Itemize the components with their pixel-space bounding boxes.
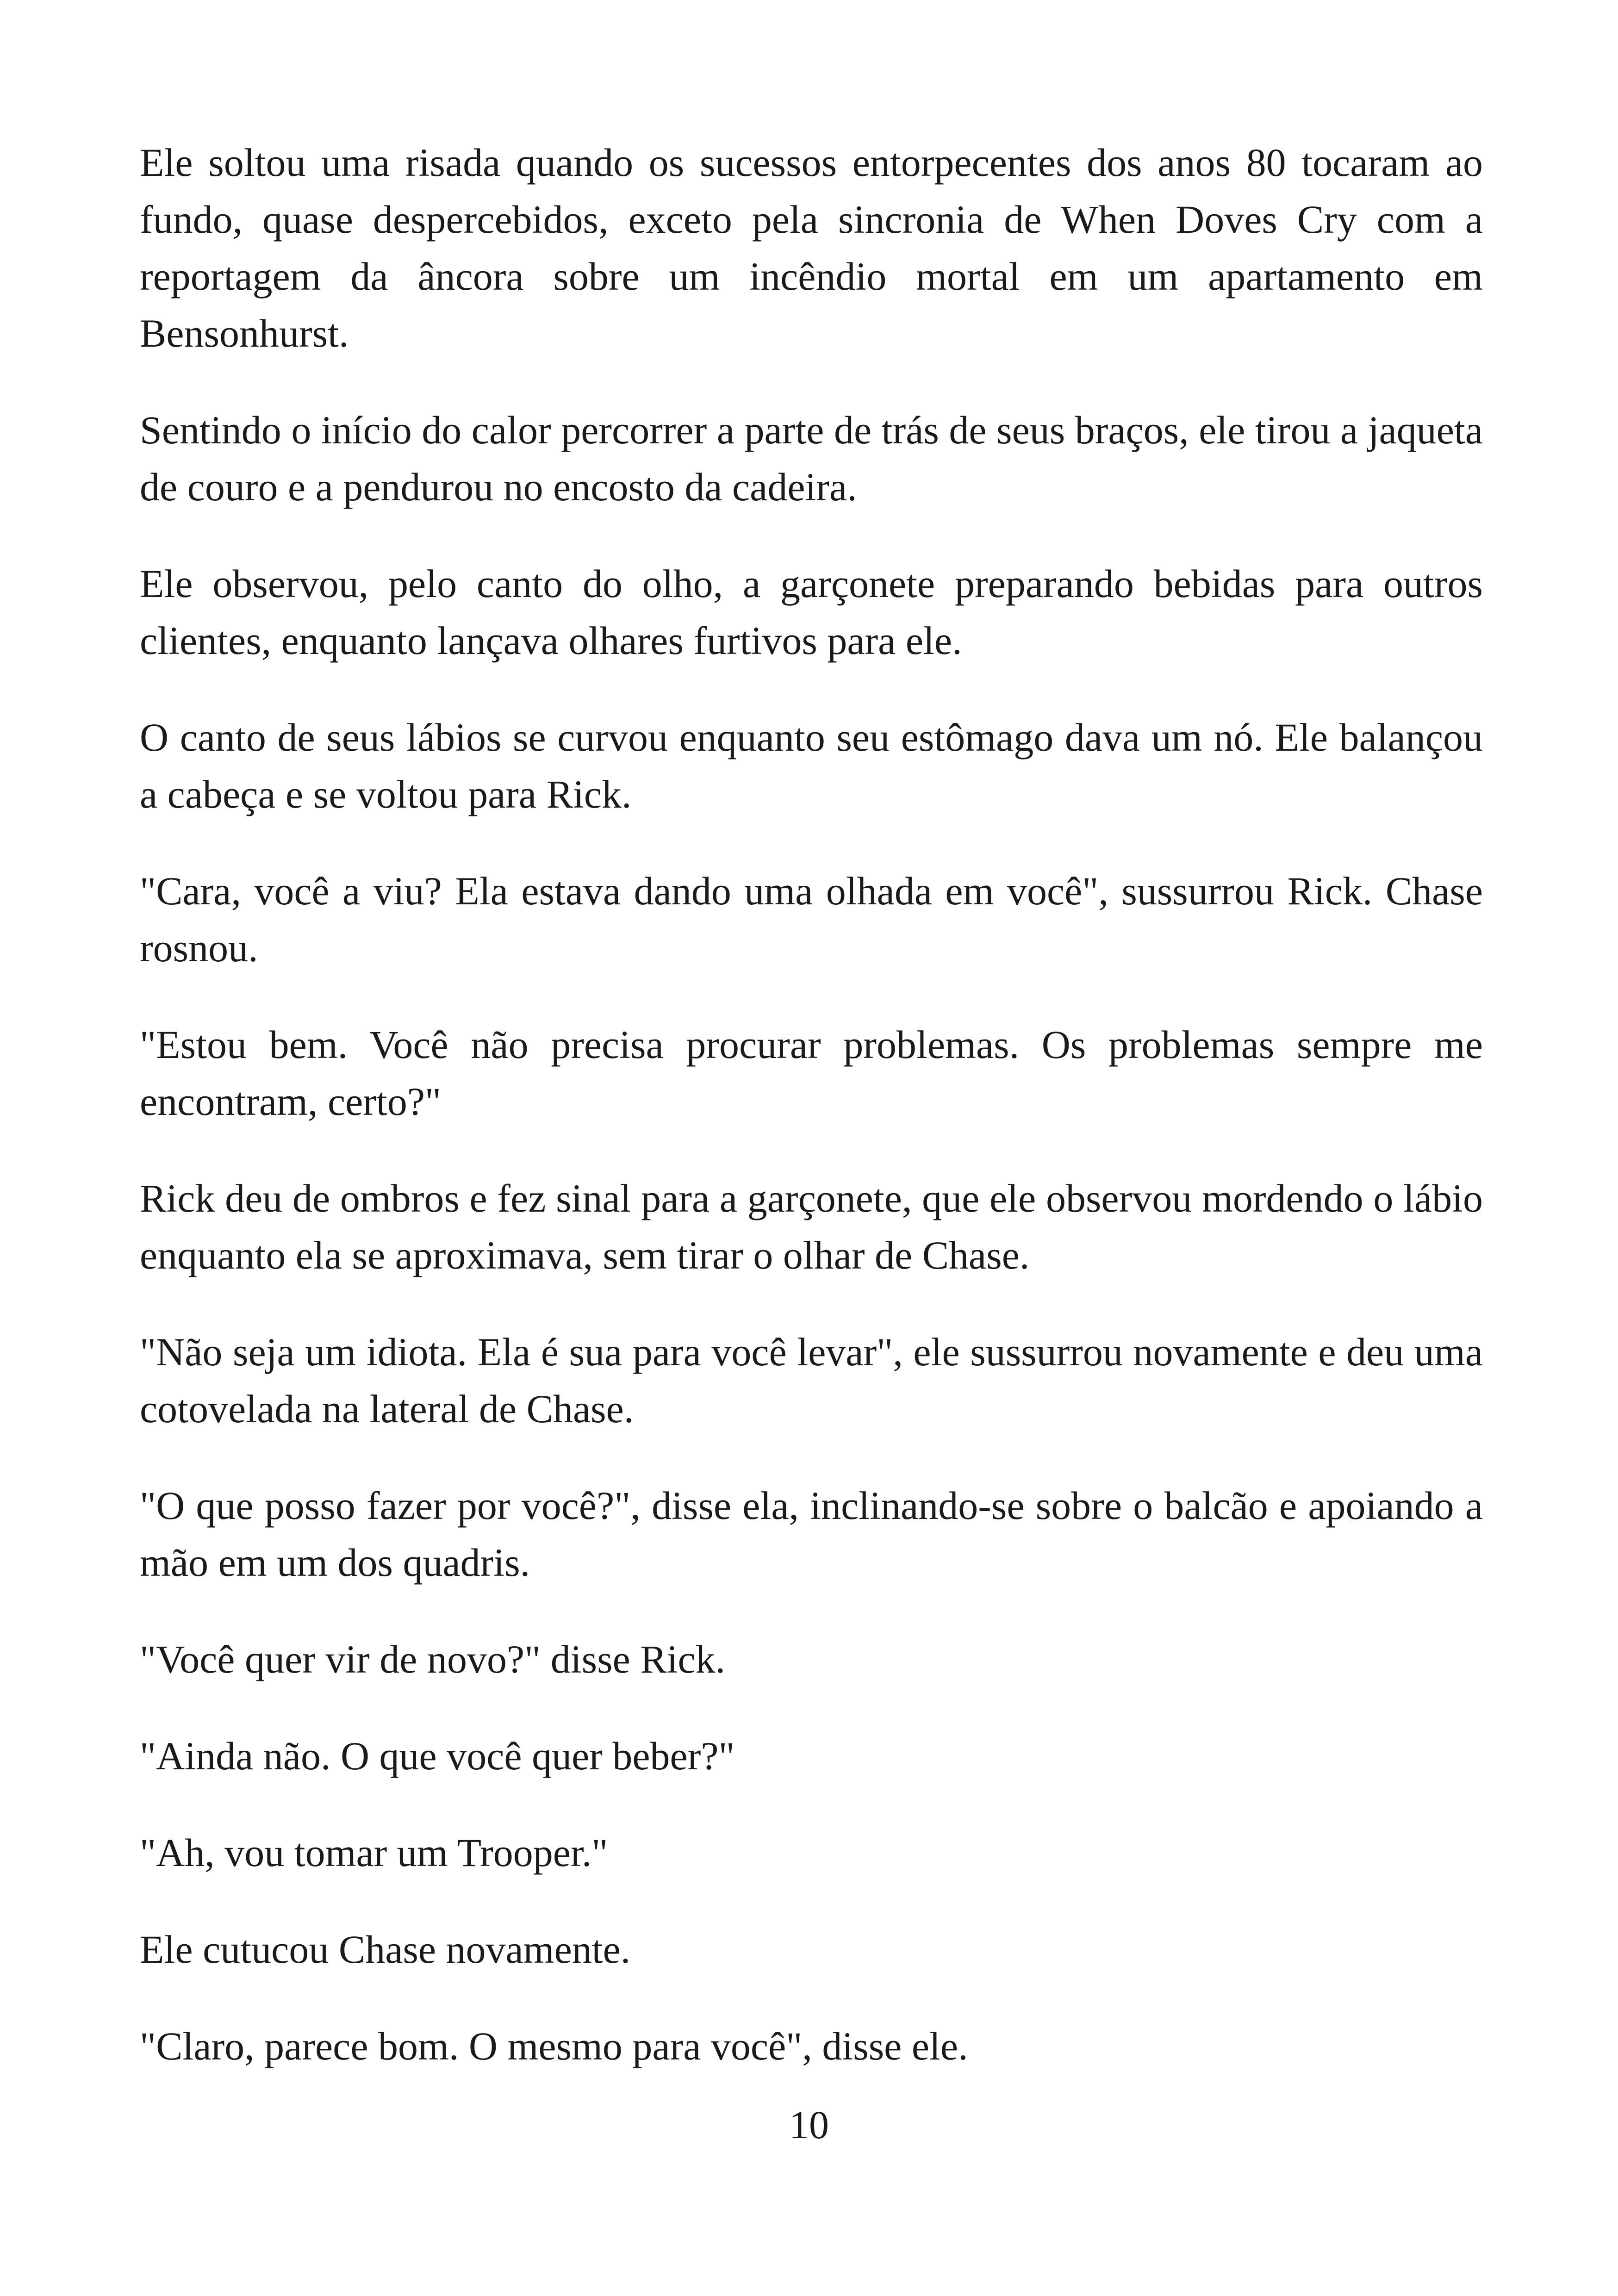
paragraph-3: Ele observou, pelo canto do olho, a garçonete preparando bebidas para outros clientes, enquanto lançava olhares furtivos para ele. <box>140 561 1483 663</box>
paragraph-1: Ele soltou uma risada quando os sucessos entorpecentes dos anos 80 tocaram ao fundo, quase despercebidos, exceto pela sincronia de When Doves Cry com a reportagem da âncora sobre um incêndio mortal em um apartamento em Bensonhurst. <box>140 140 1483 355</box>
paragraph-12: "Ah, vou tomar um Trooper." <box>140 1830 608 1875</box>
paragraph-7: Rick deu de ombros e fez sinal para a garçonete, que ele observou mordendo o lábio enquanto ela se aproximava, sem tirar o olhar de Chase. <box>140 1176 1483 1277</box>
paragraph-10: "Você quer vir de novo?" disse Rick. <box>140 1637 726 1681</box>
paragraph-14: "Claro, parece bom. O mesmo para você", disse ele. <box>140 2024 968 2068</box>
paragraph-5: "Cara, você a viu? Ela estava dando uma olhada em você", sussurrou Rick. Chase rosnou. <box>140 869 1483 970</box>
paragraph-11: "Ainda não. O que você quer beber?" <box>140 1734 735 1778</box>
paragraph-13: Ele cutucou Chase novamente. <box>140 1927 631 1972</box>
paragraph-8: "Não seja um idiota. Ela é sua para você levar", ele sussurrou novamente e deu uma cotovelada na lateral de Chase. <box>140 1330 1483 1431</box>
page-number: 10 <box>789 2103 829 2147</box>
paragraph-6: "Estou bem. Você não precisa procurar problemas. Os problemas sempre me encontram, certo?" <box>140 1022 1483 1124</box>
paragraph-9: "O que posso fazer por você?", disse ela, inclinando-se sobre o balcão e apoiando a mão em um dos quadris. <box>140 1483 1483 1585</box>
body-text <box>140 134 1483 2115</box>
paragraph-4: O canto de seus lábios se curvou enquanto seu estômago dava um nó. Ele balançou a cabeça e se voltou para Rick. <box>140 715 1483 816</box>
paragraph-2: Sentindo o início do calor percorrer a parte de trás de seus braços, ele tirou a jaqueta de couro e a pendurou no encosto da cadeira. <box>140 408 1483 509</box>
